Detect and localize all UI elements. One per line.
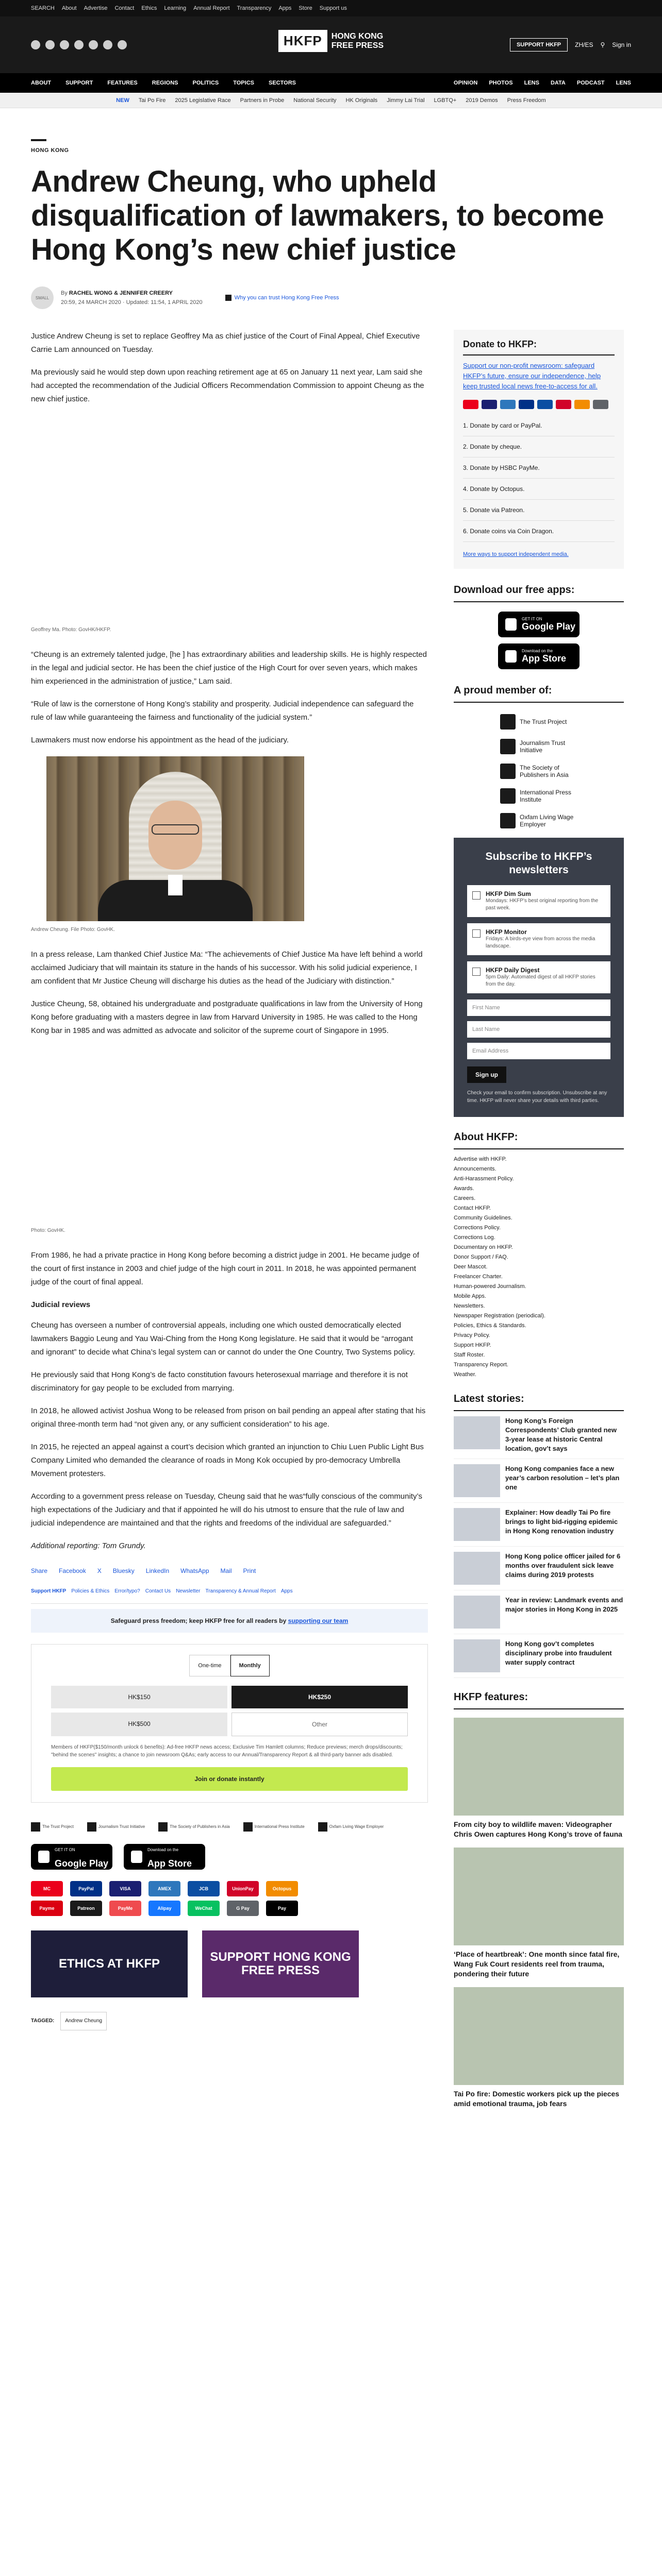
policy-link[interactable]: Policies & Ethics — [71, 1588, 110, 1594]
about-link[interactable]: Community Guidelines. — [454, 1215, 512, 1221]
trust-project-icon — [500, 714, 516, 730]
article-kicker[interactable]: HONG KONG — [31, 147, 69, 154]
payment-method-icon: Alipay — [148, 1901, 180, 1916]
app-store-row — [31, 1844, 428, 1870]
app-store-small: Download on the — [522, 649, 553, 653]
trending-item[interactable]: Tai Po Fire — [138, 97, 166, 104]
jcb-icon — [537, 400, 553, 409]
sidebar-google-play[interactable] — [498, 612, 580, 637]
google-play-label: Google Play — [522, 621, 576, 632]
policy-link[interactable]: Newsletter — [176, 1588, 201, 1594]
nav-regions[interactable]: REGIONS — [152, 80, 178, 86]
trending-item[interactable]: 2025 Legislative Race — [175, 97, 231, 104]
paragraph: In a press release, Lam thanked Chief Justice Ma: “The achievements of Chief Justice Ma have left behind a world acclaimed Judiciary that will maintain its stature in the hands of his successor. With his solid judicial experience, I am confident that Mr Justice Cheung will discharge his duties as the head of the Judiciary with distinction.” — [31, 950, 423, 986]
feature-image — [454, 1718, 624, 1816]
latest-story[interactable] — [454, 1459, 624, 1503]
about-link[interactable]: Documentary on HKFP. — [454, 1244, 513, 1250]
nav-podcast[interactable]: PODCAST — [576, 80, 605, 86]
donate-methods-list — [463, 415, 615, 542]
x-icon[interactable] — [45, 40, 55, 49]
sidebar-pay-icons — [463, 400, 615, 409]
payment-method-icon: JCB — [188, 1881, 220, 1896]
share-linkedin[interactable]: LinkedIn — [145, 1567, 170, 1574]
amex-icon — [500, 400, 516, 409]
payment-method-icon: G Pay — [227, 1901, 259, 1916]
about-link[interactable]: Contact HKFP. — [454, 1205, 491, 1211]
payment-method-icon: Pay — [266, 1901, 298, 1916]
share-bluesky[interactable]: Bluesky — [112, 1567, 135, 1574]
nav-lens[interactable]: LENS — [524, 80, 539, 86]
freq-one-time[interactable]: One-time — [189, 1655, 230, 1676]
topbar-link-learning[interactable]: Learning — [164, 5, 187, 11]
promo-banners — [31, 1930, 428, 1997]
topbar-link-support[interactable]: Support us — [319, 5, 347, 11]
payment-method-icon: UnionPay — [227, 1881, 259, 1896]
ethics-banner[interactable]: ETHICS AT HKFP — [31, 1930, 188, 1997]
story-title: Explainer: How deadly Tai Po fire brings to light bid-rigging epidemic in Hong Kong renovation industry — [505, 1509, 618, 1535]
signin-link[interactable]: Sign in — [612, 41, 631, 48]
nav-features[interactable]: FEATURES — [107, 80, 138, 86]
about-link[interactable]: Policies, Ethics & Standards. — [454, 1323, 526, 1329]
byline-row — [31, 286, 629, 309]
feature-title: ‘Place of heartbreak’: One month since fatal fire, Wang Fuk Court residents reel from trauma, pondering their future — [454, 1950, 620, 1978]
tag-andrew-cheung[interactable]: Andrew Cheung — [60, 2012, 107, 2030]
site-logo[interactable] — [278, 30, 384, 52]
paragraph: Justice Andrew Cheung is set to replace Geoffrey Ma as chief justice of the Court of Final Appeal, Chief Executive Carrie Lam announced on Tuesday. — [31, 332, 420, 354]
sopa-icon — [158, 1822, 168, 1832]
donate-method[interactable]: 1. Donate by card or PayPal. — [463, 415, 615, 436]
share-row — [31, 1564, 428, 1578]
story-title: Year in review: Landmark events and major stories in Hong Kong in 2025 — [505, 1596, 623, 1613]
about-link[interactable]: Corrections Policy. — [454, 1225, 501, 1231]
google-play-label: Google Play — [55, 1858, 109, 1869]
trending-bar — [0, 93, 662, 108]
latest-story[interactable] — [454, 1590, 624, 1634]
feature-title: Tai Po fire: Domestic workers pick up the pieces amid emotional trauma, job fears — [454, 2090, 620, 2108]
partner-logos — [31, 1820, 428, 1834]
nav-support[interactable]: SUPPORT — [65, 80, 93, 86]
trending-item[interactable]: Press Freedom — [507, 97, 546, 104]
story-title: Hong Kong companies face a new year’s carbon resolution – let’s plan one — [505, 1465, 620, 1491]
member-ipi[interactable]: International Press Institute — [500, 788, 577, 804]
additional-reporting: Additional reporting: Tom Grundy. — [31, 1541, 146, 1550]
paragraph: Ma previously said he would step down upon reaching retirement age at 65 on January 11 next year, Lam said she had accepted the recommendation of the Judicial Officers Recommendation Commission to appoint Cheung as the new chief justice. — [31, 368, 424, 403]
paragraph: “Rule of law is the cornerstone of Hong Kong’s stability and prosperity. Judicial independence can safeguard the rule of law while guaranteeing the fairness and functionality of the judicial system.” — [31, 700, 414, 722]
nav-photos[interactable]: PHOTOS — [489, 80, 513, 86]
main-nav — [0, 73, 662, 93]
about-link[interactable]: Privacy Policy. — [454, 1332, 490, 1338]
paragraph: In 2015, he rejected an appeal against a court’s decision which granted an injunction to Chiu Luen Public Light Bus Company Limited who demanded the clearance of roads in Mong Kok occupied by pro-democracy Umbrella Movement protesters. — [31, 1443, 424, 1478]
about-link[interactable]: Newsletters. — [454, 1303, 485, 1309]
feature-stories — [454, 1718, 624, 2109]
topbar-link-contact[interactable]: Contact — [114, 5, 135, 11]
newsletter-title: Subscribe to HKFP’s newsletters — [485, 851, 592, 876]
policy-link[interactable]: Apps — [280, 1588, 293, 1594]
latest-stories — [454, 1411, 624, 1678]
about-link[interactable]: Newspaper Registration (periodical). — [454, 1313, 545, 1319]
payment-methods — [31, 1881, 428, 1916]
latest-story[interactable] — [454, 1547, 624, 1590]
story-thumbnail — [454, 1508, 500, 1541]
story-thumbnail — [454, 1596, 500, 1629]
article-headline: Andrew Cheung, who upheld disqualification of lawmakers, to become Hong Kong’s new chief justice — [31, 165, 604, 266]
member-oxfam[interactable]: Oxfam Living Wage Employer — [500, 813, 577, 828]
feature-image — [454, 1848, 624, 1945]
support-banner[interactable]: SUPPORT HONG KONG FREE PRESS — [202, 1930, 359, 1997]
paypal-icon — [519, 400, 534, 409]
octopus-icon — [574, 400, 590, 409]
newsletter-signup — [454, 838, 624, 1117]
amount-150[interactable]: HK$150 — [51, 1686, 227, 1708]
search-link[interactable]: SEARCH — [31, 5, 55, 11]
amount-250[interactable]: HK$250 — [231, 1686, 408, 1708]
about-link[interactable]: Corrections Log. — [454, 1234, 495, 1241]
author-names[interactable]: RACHEL WONG & JENNIFER CREERY — [69, 290, 173, 296]
member-logos — [454, 714, 624, 828]
amount-500[interactable]: HK$500 — [51, 1713, 227, 1736]
newsletter-option-dim-sum[interactable]: HKFP Dim Sum Mondays: HKFP’s best original reporting from the past week. — [467, 885, 610, 917]
paragraph: In 2018, he allowed activist Joshua Wong to be released from prison on bail pending an appeal after stating that his original three-month term had “not given any, or any sufficient consideration” to his age. — [31, 1406, 426, 1429]
paragraph: “Cheung is an extremely talented judge, [he ] has extraordinary abilities and leadership skills. He is highly respected in the legal and judicial sector. He has been the chief justice of the High Court for over seven years, which makes him experienced in the administration of justice,” Lam said. — [31, 650, 427, 686]
policy-link[interactable]: Contact Us — [145, 1588, 171, 1594]
member-jti[interactable]: Journalism Trust Initiative — [500, 739, 577, 754]
about-link[interactable]: Careers. — [454, 1195, 476, 1201]
nav-data[interactable]: DATA — [550, 80, 566, 86]
feature-story[interactable] — [454, 1718, 624, 1839]
visa-icon — [482, 400, 497, 409]
latest-story[interactable] — [454, 1634, 624, 1678]
threads-icon[interactable] — [74, 40, 84, 49]
policy-link[interactable]: Error/typo? — [114, 1588, 140, 1594]
donate-method[interactable]: 4. Donate by Octopus. — [463, 479, 615, 500]
figure-caption: Photo: GovHK. — [31, 1228, 65, 1233]
article-body — [31, 330, 428, 2030]
sidebar-donate — [454, 330, 624, 569]
freq-monthly[interactable]: Monthly — [230, 1655, 270, 1676]
story-thumbnail — [454, 1552, 500, 1585]
story-title: Hong Kong police officer jailed for 6 months over fraudulent sick leave claims during 2019 protests — [505, 1552, 621, 1579]
topbar-link-store[interactable]: Store — [299, 5, 312, 11]
sidebar — [454, 330, 624, 2109]
mastercard-icon — [463, 400, 478, 409]
payment-method-icon: Octopus — [266, 1881, 298, 1896]
figure-geoffrey-ma — [31, 415, 428, 621]
google-play-small: GET IT ON — [55, 1848, 75, 1852]
top-utility-bar — [0, 0, 662, 16]
payment-method-icon: AMEX — [148, 1881, 180, 1896]
app-store-label: App Store — [147, 1858, 192, 1869]
email-field[interactable]: Email Address — [467, 1043, 610, 1059]
topbar-link-advertise[interactable]: Advertise — [84, 5, 108, 11]
nav-about[interactable]: ABOUT — [31, 80, 52, 86]
feature-image — [454, 1987, 624, 2085]
ipi-icon — [243, 1822, 253, 1832]
logo-word-2: FREE PRESS — [331, 41, 384, 50]
youtube-icon[interactable] — [89, 40, 98, 49]
logo-sopa[interactable]: The Society of Publishers in Asia — [158, 1820, 230, 1834]
share-mail[interactable]: Mail — [220, 1567, 232, 1574]
google-play-badge[interactable] — [31, 1844, 112, 1870]
author-avatar: SMALL — [31, 286, 54, 309]
sopa-icon — [500, 764, 516, 779]
policy-link[interactable]: Transparency & Annual Report — [205, 1588, 276, 1594]
oxfam-icon — [500, 813, 516, 828]
figure-andrew-cheung — [46, 756, 304, 921]
donate-method[interactable]: 5. Donate via Patreon. — [463, 500, 615, 521]
about-link[interactable]: Staff Roster. — [454, 1352, 485, 1358]
share-whatsapp[interactable]: WhatsApp — [180, 1567, 209, 1574]
paragraph: According to a government press release on Tuesday, Cheung said that he was“fully conscious of the community’s high expectations of the Judiciary and that if appointed he will do his utmost to ensure that the rule of law and judicial independence are maintained and that the rights and freedoms of the individual are safeguarded.” — [31, 1492, 423, 1528]
topbar-link-ethics[interactable]: Ethics — [141, 5, 157, 11]
share-print[interactable]: Print — [243, 1567, 256, 1574]
policy-link[interactable]: Support HKFP — [31, 1588, 67, 1594]
trust-icon — [225, 295, 231, 301]
about-link[interactable]: Donor Support / FAQ. — [454, 1254, 508, 1260]
paragraph: Cheung has overseen a number of controversial appeals, including one which ousted democratically elected lawmakers Baggio Leung and Yau Wai-Ching from the Hong Kong legislature. He said that it would be “arrogant and ignorant” to decide what China’s legal system can or cannot do under the One Country, Two Systems policy. — [31, 1321, 416, 1357]
logo-jti[interactable]: Journalism Trust Initiative — [87, 1820, 145, 1834]
payment-method-icon: WeChat — [188, 1901, 220, 1916]
story-thumbnail — [454, 1416, 500, 1449]
sidebar-donate-title: Donate to HKFP: — [463, 339, 615, 355]
logo-oxfam[interactable]: Oxfam Living Wage Employer — [318, 1820, 384, 1834]
policy-links — [31, 1585, 428, 1604]
member-trust-project[interactable]: The Trust Project — [500, 714, 577, 730]
payment-method-icon: Patreon — [70, 1901, 102, 1916]
trending-item[interactable]: 2019 Demos — [466, 97, 498, 104]
article-header — [31, 139, 629, 309]
tags-row — [31, 2012, 428, 2030]
safeguard-text: Safeguard press freedom; keep HKFP free for all readers by — [110, 1617, 287, 1624]
payment-method-icon: PayMe — [109, 1901, 141, 1916]
trending-item[interactable]: Jimmy Lai Trial — [387, 97, 425, 104]
app-store-label: App Store — [522, 653, 567, 664]
amount-other-input[interactable]: Other — [231, 1713, 408, 1736]
section-heading: Judicial reviews — [31, 1300, 91, 1309]
about-link[interactable]: Anti-Harassment Policy. — [454, 1176, 514, 1182]
latest-story[interactable] — [454, 1411, 624, 1459]
about-link[interactable]: Announcements. — [454, 1166, 496, 1172]
article-dates: 20:59, 24 MARCH 2020 · Updated: 11:54, 1 APRIL 2020 — [61, 299, 203, 306]
instagram-icon[interactable] — [60, 40, 69, 49]
gpay-icon — [593, 400, 608, 409]
trending-label: NEW — [116, 97, 129, 104]
telegram-icon[interactable] — [118, 40, 127, 49]
jti-icon — [87, 1822, 96, 1832]
story-title: Hong Kong gov’t completes disciplinary probe into fraudulent water supply contract — [505, 1640, 612, 1666]
last-name-field[interactable]: Last Name — [467, 1021, 610, 1038]
nav-politics[interactable]: POLITICS — [192, 80, 219, 86]
app-store-small: Download on the — [147, 1848, 179, 1852]
trending-item[interactable]: National Security — [293, 97, 337, 104]
sidebar-donate-text[interactable]: Support our non-profit newsroom: safeguard HKFP’s future, ensure our independence, help keep trusted local news free-to-access for all. — [463, 362, 601, 390]
trending-item[interactable]: LGBTQ+ — [434, 97, 457, 104]
about-title: About HKFP: — [454, 1131, 624, 1149]
latest-title: Latest stories: — [454, 1393, 624, 1411]
figure-caption: Andrew Cheung. File Photo: GovHK. — [31, 927, 115, 933]
first-name-field[interactable]: First Name — [467, 999, 610, 1016]
tagged-label: TAGGED: — [31, 2018, 55, 2024]
nav-sectors[interactable]: SECTORS — [269, 80, 296, 86]
sidebar-app-badges — [454, 612, 624, 669]
newsletter-option-daily-digest[interactable]: HKFP Daily Digest 5pm Daily: Automated digest of all HKFP stories from the day. — [467, 961, 610, 993]
share-facebook[interactable]: Facebook — [59, 1567, 86, 1574]
ipi-icon — [500, 788, 516, 804]
newsletter-note: Check your email to confirm subscription. Unsubscribe at any time. HKFP will never share your details with third parties. — [467, 1090, 607, 1104]
join-donate-button[interactable]: Join or donate instantly — [51, 1767, 408, 1791]
about-links — [454, 1155, 624, 1380]
donate-method[interactable]: 6. Donate coins via Coin Dragon. — [463, 521, 615, 542]
payment-method-icon: Payme — [31, 1901, 63, 1916]
about-link[interactable]: Awards. — [454, 1185, 474, 1192]
topbar-link-about[interactable]: About — [61, 5, 77, 11]
about-link[interactable]: Transparency Report. — [454, 1362, 508, 1368]
support-hkfp-button[interactable]: SUPPORT HKFP — [510, 38, 568, 52]
language-switch[interactable]: ZH/ES — [575, 41, 593, 48]
social-icons — [31, 40, 127, 49]
trust-link[interactable] — [225, 295, 339, 301]
linkedin-icon[interactable] — [103, 40, 112, 49]
donate-method[interactable]: 2. Donate by cheque. — [463, 436, 615, 457]
logo-wordmark — [332, 32, 384, 50]
about-link[interactable]: Support HKFP. — [454, 1342, 491, 1348]
paragraph: Lawmakers must now endorse his appointment as the head of the judiciary. — [31, 736, 289, 744]
newsletter-option-monitor[interactable]: HKFP Monitor Fridays: A birds-eye view from across the media landscape. — [467, 923, 610, 955]
paragraph: From 1986, he had a private practice in Hong Kong before becoming a district judge in 2001. He became judge of the court of first instance in 2003 and chief judge of the high court in 2011. In 2018, he was appointed permanent judge of the court of final appeal. — [31, 1251, 419, 1286]
paragraph: Justice Cheung, 58, obtained his undergraduate and postgraduate qualifications in law from the University of Hong Kong before graduating with a masters degree in law from Harvard University in 1985. He was called to the Hong Kong bar in 1985 and was admitted as advocate and solicitor of the supreme court of Singapore in 1995. — [31, 999, 423, 1035]
paragraph: He previously said that Hong Kong’s de facto constitution favours heterosexual marriage and therefore it is not discriminatory for gay people to be excluded from marrying. — [31, 1370, 408, 1393]
member-title: A proud member of: — [454, 685, 624, 703]
logo-word-1: HONG KONG — [331, 31, 384, 41]
trending-item[interactable]: HK Originals — [345, 97, 378, 104]
search-icon[interactable]: ⚲ — [600, 41, 605, 48]
logo-mark: HKFP — [278, 30, 327, 52]
donate-widget — [31, 1644, 428, 1803]
sign-up-button[interactable]: Sign up — [467, 1066, 506, 1083]
amount-options — [51, 1686, 408, 1736]
about-link[interactable]: Freelancer Charter. — [454, 1274, 503, 1280]
about-link[interactable]: Advertise with HKFP. — [454, 1156, 507, 1162]
facebook-icon[interactable] — [31, 40, 40, 49]
safeguard-banner — [31, 1609, 428, 1633]
more-ways-link[interactable]: More ways to support independent media. — [463, 551, 569, 557]
unionpay-icon — [556, 400, 571, 409]
topbar-link-apps[interactable]: Apps — [278, 5, 292, 11]
oxfam-icon — [318, 1822, 327, 1832]
latest-story[interactable] — [454, 1503, 624, 1547]
sidebar-app-store[interactable] — [498, 643, 580, 669]
member-sopa[interactable]: The Society of Publishers in Asia — [500, 764, 577, 779]
kicker-rule — [31, 139, 46, 141]
story-title: Hong Kong’s Foreign Correspondents’ Club granted new 3-year lease at historic Central location, gov’t says — [505, 1417, 617, 1452]
masthead — [0, 16, 662, 73]
payment-method-icon: PayPal — [70, 1881, 102, 1896]
trust-link-label: Why you can trust Hong Kong Free Press — [234, 295, 339, 301]
logo-ipi[interactable]: International Press Institute — [243, 1820, 305, 1834]
about-link[interactable]: Deer Mascot. — [454, 1264, 488, 1270]
about-link[interactable]: Mobile Apps. — [454, 1293, 486, 1299]
trending-item[interactable]: Partners in Probe — [240, 97, 285, 104]
nav-opinion[interactable]: OPINION — [453, 80, 478, 86]
apps-title: Download our free apps: — [454, 584, 624, 602]
logo-trust-project[interactable]: The Trust Project — [31, 1820, 74, 1834]
frequency-toggle — [51, 1655, 408, 1676]
donate-method[interactable]: 3. Donate by HSBC PayMe. — [463, 457, 615, 479]
payment-method-icon: VISA — [109, 1881, 141, 1896]
checkbox[interactable] — [472, 929, 481, 938]
feature-story[interactable] — [454, 1987, 624, 2109]
member-benefits-note: Members of HKFP($150/month unlock 6 benefits): Ad-free HKFP news access; Exclusive Tim Hamlett columns; Reduce previews; merch drops/discounts; "behind the scenes" insights; a chance to join newsroom Q&As; early access to our Annual/Transparency Report & all third-party banner ads disabled. — [51, 1744, 403, 1758]
payment-method-icon: MC — [31, 1881, 63, 1896]
feature-title: From city boy to wildlife maven: Videographer Chris Owen captures Hong Kong’s trove of fauna — [454, 1820, 622, 1838]
nav-topics[interactable]: TOPICS — [233, 80, 254, 86]
features-title: HKFP features: — [454, 1691, 624, 1709]
about-link[interactable]: Weather. — [454, 1371, 476, 1378]
topbar-link-annual-report[interactable]: Annual Report — [193, 5, 230, 11]
trust-project-icon — [31, 1822, 40, 1832]
about-link[interactable]: Human-powered Journalism. — [454, 1283, 526, 1290]
nav-lens-2[interactable]: LENS — [616, 80, 631, 86]
google-play-small: GET IT ON — [522, 617, 542, 621]
story-thumbnail — [454, 1464, 500, 1497]
byline: By RACHEL WONG & JENNIFER CREERY 20:59, 24 MARCH 2020 · Updated: 11:54, 1 APRIL 2020 — [61, 289, 203, 307]
jti-icon — [500, 739, 516, 754]
share-label: Share — [31, 1567, 48, 1574]
topbar-link-transparency[interactable]: Transparency — [237, 5, 272, 11]
app-store-badge[interactable] — [124, 1844, 205, 1870]
checkbox[interactable] — [472, 968, 481, 976]
figure-govhk — [31, 1047, 428, 1222]
story-thumbnail — [454, 1639, 500, 1672]
support-team-link[interactable]: supporting our team — [288, 1617, 349, 1624]
feature-story[interactable] — [454, 1848, 624, 1979]
checkbox[interactable] — [472, 891, 481, 900]
figure-caption: Geoffrey Ma. Photo: GovHK/HKFP. — [31, 627, 111, 633]
share-x[interactable]: X — [97, 1567, 102, 1574]
